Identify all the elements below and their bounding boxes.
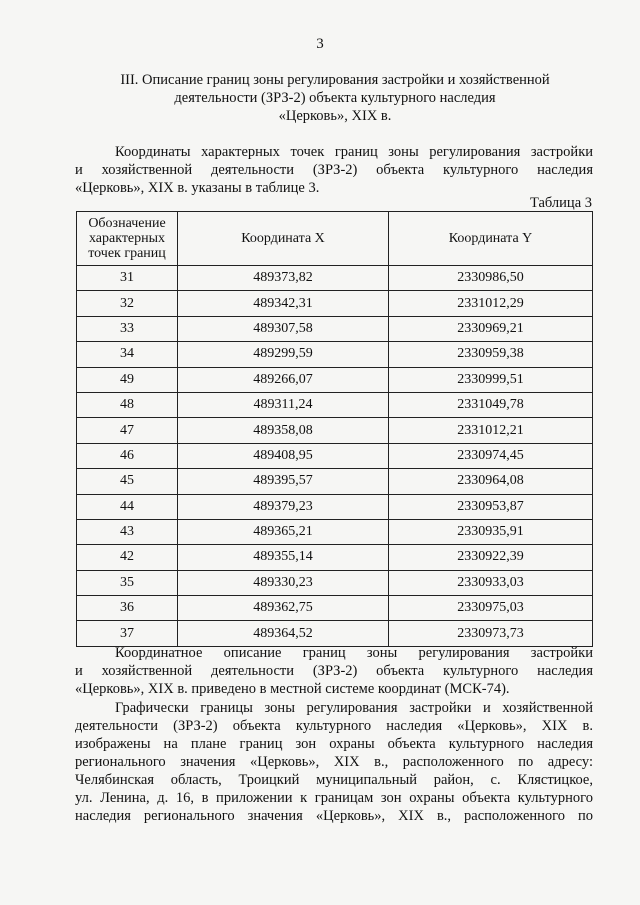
cell-y: 2331049,78	[389, 392, 593, 417]
paragraph-line: Челябинская область, Троицкий муниципальный район, с. Клястицкое,	[75, 772, 593, 788]
cell-x: 489299,59	[178, 342, 389, 367]
heading-line: «Церковь», XIX в.	[278, 108, 392, 124]
intro-paragraph	[75, 143, 593, 197]
table-row	[77, 519, 593, 544]
coordinate-system-paragraph	[75, 644, 593, 698]
table-row	[77, 418, 593, 443]
cell-x: 489364,52	[178, 621, 389, 646]
paragraph-line: «Церковь», XIX в. указаны в таблице 3.	[75, 180, 320, 196]
cell-point: 31	[77, 266, 178, 291]
section-heading	[70, 71, 600, 125]
cell-y: 2330922,39	[389, 545, 593, 570]
cell-point: 36	[77, 596, 178, 621]
cell-x: 489379,23	[178, 494, 389, 519]
heading-line: деятельности (ЗРЗ-2) объекта культурного наследия	[174, 90, 496, 106]
cell-x: 489342,31	[178, 291, 389, 316]
table-row	[77, 443, 593, 468]
table-row	[77, 367, 593, 392]
paragraph-line: Графически границы зоны регулирования застройки и хозяйственной	[115, 700, 593, 716]
cell-x: 489362,75	[178, 596, 389, 621]
cell-point: 47	[77, 418, 178, 443]
table-row	[77, 316, 593, 341]
cell-point: 35	[77, 570, 178, 595]
cell-y: 2330935,91	[389, 519, 593, 544]
table-row	[77, 545, 593, 570]
paragraph-line: и хозяйственной деятельности (ЗРЗ-2) объекта культурного наследия	[75, 663, 593, 679]
cell-point: 45	[77, 469, 178, 494]
cell-y: 2330933,03	[389, 570, 593, 595]
cell-y: 2330974,45	[389, 443, 593, 468]
cell-point: 48	[77, 392, 178, 417]
heading-line: III. Описание границ зоны регулирования застройки и хозяйственной	[120, 72, 550, 88]
paragraph-line: наследия регионального значения «Церковь», XIX в., расположенного по	[75, 808, 593, 824]
paragraph-line: изображены на плане границ зон охраны объекта культурного наследия	[75, 736, 593, 752]
table-row	[77, 469, 593, 494]
cell-y: 2330953,87	[389, 494, 593, 519]
table-caption: Таблица 3	[529, 195, 592, 211]
cell-x: 489373,82	[178, 266, 389, 291]
cell-x: 489266,07	[178, 367, 389, 392]
cell-point: 43	[77, 519, 178, 544]
cell-x: 489307,58	[178, 316, 389, 341]
cell-x: 489330,23	[178, 570, 389, 595]
header-point: Обозначение характерных точек границ	[77, 212, 178, 266]
table-row	[77, 392, 593, 417]
coordinates-table	[76, 211, 593, 647]
cell-y: 2330999,51	[389, 367, 593, 392]
cell-x: 489355,14	[178, 545, 389, 570]
cell-y: 2331012,21	[389, 418, 593, 443]
table-row	[77, 596, 593, 621]
table-row	[77, 342, 593, 367]
cell-y: 2331012,29	[389, 291, 593, 316]
graphic-description-paragraph	[75, 699, 593, 825]
cell-x: 489358,08	[178, 418, 389, 443]
table-row	[77, 494, 593, 519]
paragraph-line: регионального значения «Церковь», XIX в., расположенного по адресу:	[75, 754, 593, 770]
cell-point: 34	[77, 342, 178, 367]
cell-x: 489395,57	[178, 469, 389, 494]
paragraph-line: «Церковь», XIX в. приведено в местной системе координат (МСК-74).	[75, 681, 510, 697]
paragraph-line: Координаты характерных точек границ зоны регулирования застройки	[115, 144, 593, 160]
cell-y: 2330969,21	[389, 316, 593, 341]
table-row	[77, 291, 593, 316]
paragraph-line: Координатное описание границ зоны регулирования застройки	[115, 645, 593, 661]
cell-y: 2330986,50	[389, 266, 593, 291]
cell-point: 46	[77, 443, 178, 468]
cell-y: 2330975,03	[389, 596, 593, 621]
cell-x: 489365,21	[178, 519, 389, 544]
cell-x: 489311,24	[178, 392, 389, 417]
cell-point: 37	[77, 621, 178, 646]
cell-y: 2330959,38	[389, 342, 593, 367]
page-number: 3	[316, 36, 324, 52]
cell-point: 49	[77, 367, 178, 392]
cell-point: 42	[77, 545, 178, 570]
cell-point: 33	[77, 316, 178, 341]
table-row	[77, 570, 593, 595]
cell-y: 2330973,73	[389, 621, 593, 646]
table-row	[77, 266, 593, 291]
cell-point: 32	[77, 291, 178, 316]
paragraph-line: ул. Ленина, д. 16, в приложении к границам зон охраны объекта культурного	[75, 790, 593, 806]
header-y: Координата Y	[389, 212, 593, 266]
header-x: Координата X	[178, 212, 389, 266]
table-header-row	[77, 212, 593, 266]
cell-point: 44	[77, 494, 178, 519]
cell-y: 2330964,08	[389, 469, 593, 494]
cell-x: 489408,95	[178, 443, 389, 468]
paragraph-line: и хозяйственной деятельности (ЗРЗ-2) объекта культурного наследия	[75, 162, 593, 178]
table-row	[77, 621, 593, 646]
paragraph-line: деятельности (ЗРЗ-2) объекта культурного наследия «Церковь», XIX в.	[75, 718, 593, 734]
